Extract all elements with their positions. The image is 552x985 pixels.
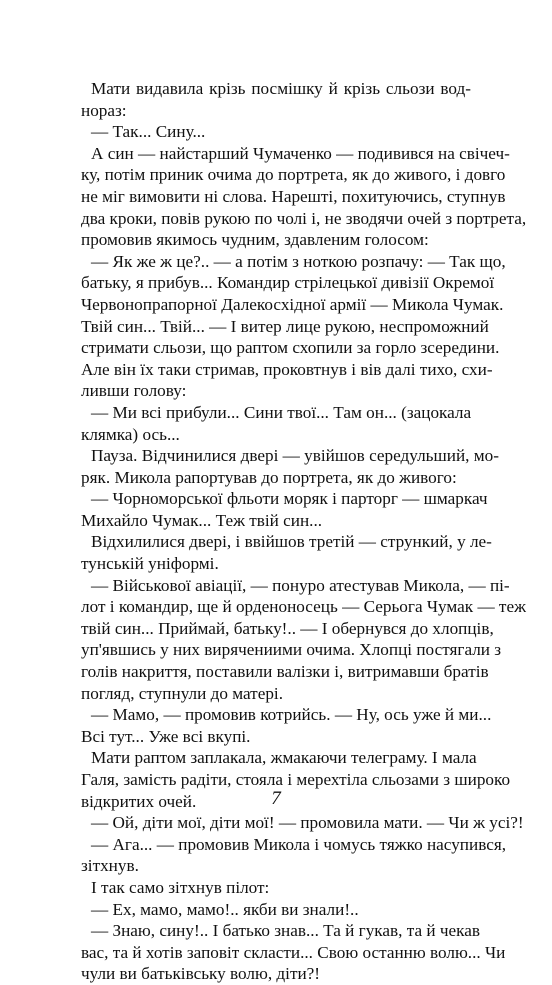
paragraph (81, 445, 499, 488)
text-line: клямка) ось... (81, 424, 180, 444)
text-line: батьку, я прибув... Командир стрілецької дивізії Окремої (81, 273, 495, 293)
text-line: — Знаю, сину!.. І батько знав... Та й гукав, та й чекав (91, 921, 480, 941)
text-line: Михайло Чумак... Теж твій син... (81, 510, 323, 530)
text-line: — Як же ж це?.. — а потім з ноткою розпачу: — Так що, (91, 251, 506, 271)
text-line: А син — найстарший Чумаченко — подивився на свічеч- (91, 143, 510, 163)
text-line: Червонопрапорної Далекосхідної армії — Микола Чумак. (81, 294, 504, 314)
paragraph (81, 402, 471, 445)
text-line: — Військової авіації, — понуро атестував Микола, — пі- (91, 575, 510, 595)
text-line: Всі тут... Уже всі вкупі. (81, 726, 251, 746)
paragraph (81, 251, 506, 402)
paragraph (81, 531, 492, 574)
text-line: промовив якимось чудним, здавленим голосом: (81, 230, 429, 250)
text-line: нораз: (81, 100, 127, 120)
text-line: — Ой, діти мої, діти мої! — промовила мати. — Чи ж усі?! (91, 813, 524, 833)
text-line: — Чорноморської фльоти моряк і парторг — шмаркач (91, 489, 488, 509)
body-text (81, 78, 527, 985)
text-line: стримати сльози, що раптом схопили за горло зсередини. (81, 338, 500, 358)
text-line: чули ви батьківську волю, діти?! (81, 964, 321, 984)
paragraph (81, 877, 471, 899)
text-line: — Так... Сину... (91, 122, 206, 142)
text-line: ку, потім приник очима до портрета, як до живого, і довго (81, 165, 506, 185)
text-line: ряк. Микола рапортував до портрета, як до живого: (81, 467, 457, 487)
paragraph (81, 812, 524, 834)
text-line: — Ми всі прибули... Сини твої... Там он... (зацокала (91, 402, 472, 422)
paragraph (81, 920, 506, 985)
text-line: Мати раптом заплакала, жмакаючи телеграму. І мала (91, 748, 477, 768)
text-line: твій син... Приймай, батьку!.. — І обернувся до хлопців, (81, 618, 494, 638)
text-line: Відхилилися двері, і ввійшов третій — стрункий, у ле- (91, 532, 492, 552)
text-line: тунській уніформі. (81, 554, 219, 574)
page-number: 7 (271, 788, 281, 809)
text-line: погляд, ступнули до матері. (81, 683, 283, 703)
text-line: лот і командир, ще й орденоносець — Серьога Чумак — теж (81, 597, 526, 617)
text-line: Пауза. Відчинилися двері — увійшов середульший, мо- (91, 446, 499, 466)
text-line: Але він їх таки стримав, проковтнув і вів далі тихо, схи- (81, 359, 493, 379)
text-line: вас, та й хотів заповіт скласти... Свою останню волю... Чи (81, 942, 506, 962)
text-line: Мати видавила крізь посмішку й крізь сльози вод- (91, 79, 471, 98)
text-line: голів накриття, поставили валізки і, витримавши братів (81, 662, 489, 682)
text-line: два кроки, повів рукою по чолі і, не зводячи очей з портрета, (81, 208, 527, 228)
text-line: — Мамо, — промовив котрийсь. — Ну, ось уже й ми... (91, 705, 492, 725)
paragraph (81, 488, 488, 531)
paragraph (81, 121, 471, 143)
text-line: І так само зітхнув пілот: (91, 877, 270, 897)
paragraph (81, 575, 526, 705)
text-line: Галя, замість радіти, стояла і мерехтіла сльозами з широко (81, 770, 511, 789)
paragraph (81, 704, 492, 747)
text-line: Твій син... Твій... — І витер лице рукою, неспроможний (81, 316, 489, 336)
text-line: не міг вимовити ні слова. Нарешті, похитуючись, ступнув (81, 186, 506, 206)
text-line: ливши голову: (81, 381, 187, 401)
text-line: відкритих очей. (81, 791, 197, 811)
text-line: — Ех, мамо, мамо!.. якби ви знали!.. (91, 899, 359, 919)
text-line: уп'явшись у них вирячениими очима. Хлопці постягали з (81, 640, 502, 660)
paragraph (81, 899, 471, 921)
paragraph (81, 143, 527, 251)
text-line: зітхнув. (81, 856, 139, 876)
text-line: — Ага... — промовив Микола і чомусь тяжко насупився, (91, 834, 507, 854)
paragraph (81, 78, 471, 121)
paragraph (81, 834, 507, 877)
